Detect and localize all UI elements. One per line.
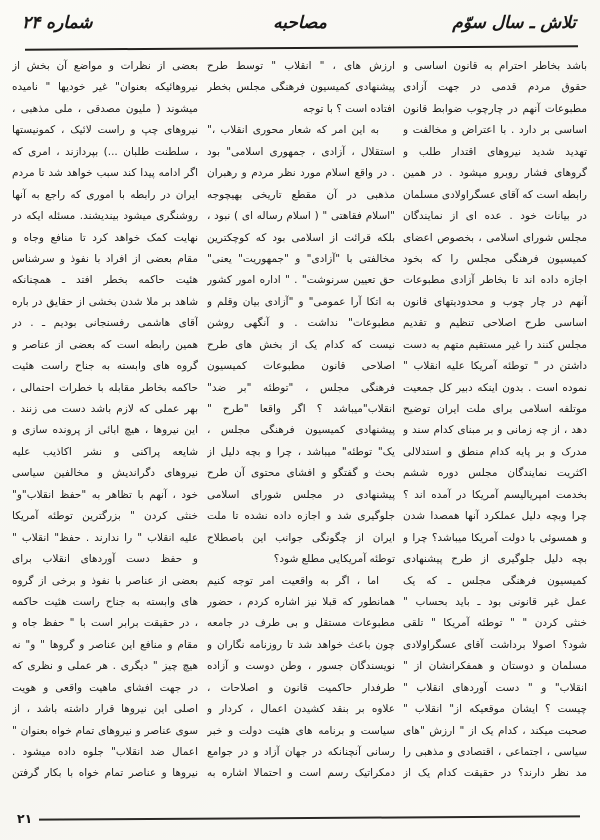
text-line: به اتکا آرا عمومی" و "آزادی بیان وقلم و: [207, 295, 395, 308]
text-line: مطبوعات آنهم در چارچوب ضوابط قانون: [403, 102, 587, 115]
text-line: ایران از چگونگی جوانب این باصطلاح: [207, 531, 395, 544]
text-line: کمیسیون فرهنگی مجلس ـ که یک: [403, 574, 587, 587]
text-line: حقوق مردم قدمی در جهت آزادی: [403, 81, 587, 94]
text-line: نیروها و عناصر تمام خواه با بکار گرفتن: [12, 767, 198, 780]
text-line: نویسندگان جسور ، وطن دوست و آزاده: [207, 660, 395, 673]
text-line: یک" توطئه" میباشد ، چرا و بچه دلیل از: [207, 445, 395, 458]
text-line: گروه های وابسته به جناح راست هئیت: [12, 360, 198, 373]
text-line: در بیانات خود . عده ای از نمایندگان: [403, 210, 587, 223]
text-line: گروهای فشار روبرو میشود . در همین: [403, 167, 587, 180]
article-column-left: [12, 56, 198, 788]
text-line: انقلاب"میباشد ؟ اگر واقعا "طرح ": [207, 403, 395, 415]
text-line: مجلس کنند را غیر مستقیم متهم به دست: [403, 338, 587, 351]
text-line: رسانی آنچنانکه در جهان آزاد و در جوامع: [207, 746, 395, 758]
text-line: پیشنهادی کمیسیون فرهنگی مجلس ،: [207, 424, 395, 437]
text-line: اعمال ضد انقلاب" جلوه داده میشود .: [12, 746, 198, 758]
text-line: به این امر که شعار محوری انقلاب ،": [207, 124, 379, 137]
text-line: اصلی این نیروها قرار داشته باشد ، از: [12, 703, 198, 716]
text-line: نموده است . بدون اینکه دبیر کل جمعیت: [403, 381, 587, 394]
text-line: بعضی از نظرات و مواضع آن بخش از: [12, 60, 198, 72]
text-line: خود ، آنهم با تظاهر به "حفظ انقلاب"و": [12, 488, 198, 501]
text-line: مطبوعات مستقل و بی طرف در جامعه: [207, 617, 395, 630]
text-line: اگر ادامه پیدا کند سبب خواهد شد تا مردم: [12, 167, 198, 180]
text-line: و حفظ دست آوردهای انقلاب برای: [12, 553, 198, 566]
text-line: علاوه بر بنقد کشیدن اعمال ، کردار و: [207, 703, 395, 716]
text-line: پیشنهادی در مجلس شورای اسلامی: [207, 488, 395, 501]
text-line: مد نظر دارند؟ در حقیقت کدام یک از: [403, 767, 587, 780]
text-line: چیست ؟ ایشان موقعیکه از" انقلاب ": [403, 703, 587, 716]
text-line: نیروهای دگراندیش و مخالفین سیاسی: [12, 467, 198, 480]
text-line: مطبوعات" نداشت . و آنگهی روشن: [207, 317, 395, 330]
text-line: رابطه است که آقای عسگراولادی مسلمان: [403, 188, 587, 201]
text-line: داشتن در " توطئه آمریکا علیه انقلاب ": [403, 360, 587, 373]
text-line: حق تعیین سرنوشت" . " اداره امور کشور: [207, 274, 395, 287]
header-section-title: مصاحبه: [273, 13, 327, 33]
text-line: روشنگری میشود بیندیشند. مسئله ایکه در: [12, 210, 198, 223]
text-line: آنهم در چار چوب و محدودیتهای قانون: [403, 295, 587, 308]
text-line: چون باعث خواهد شد تا روزنامه نگاران و: [207, 638, 395, 651]
text-line: پیشنهادی کمیسیون فرهنگی مجلس بخطر: [207, 81, 395, 94]
text-line: اما ، اگر به واقعیت امر توجه کنیم: [207, 574, 379, 587]
text-line: شاهد بر ملا شدن بخشی از حقایق در باره: [12, 295, 198, 308]
text-line: نیروهای چپ و راست لائیک ، کمونیستها: [12, 124, 198, 137]
text-line: مذهبی در آن مقطع تاریخی بهیچوجه: [207, 188, 395, 201]
text-line: نیروهائیکه بعنوان" غیر خودیها " نامیده: [12, 81, 198, 94]
text-line: . در واقع اسلام مورد نظر مردم و رهبران: [207, 167, 395, 180]
text-line: همانطور که قبلا نیز اشاره کردم ، حضور: [207, 595, 395, 608]
text-line: هیچ چیز " دیگری . هر عملی و نظری که: [12, 660, 198, 673]
text-line: استقلال ، آزادی ، جمهوری اسلامی" بود: [207, 145, 395, 158]
text-line: و همسوئی با دولت آمریکا میباشد؟ چرا و: [403, 531, 587, 544]
text-line: آقای هاشمی رفسنجانی بودیم ـ . در: [12, 317, 198, 330]
text-line: نیست که کدام یک از بخش های طرح: [207, 338, 395, 351]
text-line: شایعه پراکنی و نشر اکاذیب علیه: [12, 445, 198, 458]
text-line: چرا وبچه دلیل عملکرد آنها همصدا شدن: [403, 510, 587, 523]
text-line: سوی عناصر و نیروهای تمام خواه بعنوان ": [12, 724, 198, 737]
header-publication-title: تلاش ـ سال سوّم: [452, 13, 576, 33]
text-line: "اسلام فقاهتی " ( اسلام رساله ای ) نبود ،: [207, 210, 395, 223]
text-line: تهدید شدید نیروهای اقتدار طلب و: [403, 145, 587, 158]
text-line: حاکمه بخاطر مقابله با خطرات احتمالی ،: [12, 381, 198, 394]
text-line: بچه دلیل جلوگیری از طرح پیشنهادی: [403, 553, 587, 566]
text-line: های وابسته به جناح راست هئیت حاکمه: [12, 595, 198, 608]
text-line: بعضی از عناصر با نفوذ و برخی از گروه: [12, 574, 198, 587]
footer-rule: [39, 816, 580, 821]
article-column-middle: [207, 56, 395, 788]
text-line: کمیسیون فرهنگی مجلس را که بخود: [403, 252, 587, 265]
text-line: دمکراتیک رسم است و احتمالا اشاره به: [207, 767, 395, 780]
text-line: این نیروها ، هیچ ابائی از پرونده سازی و: [12, 424, 198, 437]
text-line: ارزش های ، " انقلاب " توسط طرح: [207, 60, 395, 72]
text-line: اساسی طرح اصلاحی تنظیم و تقدیم: [403, 317, 587, 330]
text-line: اصلاحی قانون مطبوعات کمیسیون: [207, 360, 395, 373]
text-line: طرفدار حاکمیت قانون و اصلاحات ،: [207, 681, 395, 694]
text-line: اکثریت نمایندگان مجلس دوره ششم: [403, 467, 587, 480]
text-line: دهد ، از چه زمانی و بر مبنای کدام سند و: [403, 424, 587, 437]
text-line: میشوند ( ملیون مصدقی ، ملی مذهبی ،: [12, 102, 198, 115]
text-line: مسلمان و دوستان و همفکرانشان از ": [403, 660, 587, 673]
text-line: عمل غیر قانونی بود ـ باید بحساب ": [403, 595, 587, 608]
text-line: علیه انقلاب " را ندارند . حفظ" انقلاب ": [12, 531, 198, 544]
text-line: انقلاب" و " دست آوردهای انقلاب ": [403, 681, 587, 694]
text-line: بخدمت امپریالیسم آمریکا در آمده اند ؟: [403, 488, 587, 501]
text-line: صحبت میکند ، کدام یک از " ارزش "های: [403, 724, 587, 737]
article-column-right: [403, 56, 587, 788]
text-line: اساسی بر دارد . با اعتراض و مخالفت و: [403, 124, 587, 137]
text-line: موتلفه اسلامی برای ملت ایران توضیح: [403, 403, 587, 415]
text-line: در جهت افشای ماهیت واقعی و هویت: [12, 681, 198, 694]
text-line: بلکه قرائت از اسلامی بود که کوچکترین: [207, 231, 395, 244]
text-line: خنثی کردن " بزرگترین توطئه آمریکا: [12, 510, 198, 523]
text-line: مخالفتی با "آزادی" و "جمهوریت" یعنی": [207, 252, 395, 265]
text-line: توطئه آمریکایی مطلع شود؟: [273, 553, 395, 566]
page-number: ۲۱: [17, 811, 33, 826]
text-line: نهایت کمک خواهد کرد تا منافع وجاه و: [12, 231, 198, 244]
text-line: جلوگیری شد و اجازه داده نشده تا ملت: [207, 510, 395, 523]
header-rule: [25, 45, 578, 50]
text-line: ایران در رابطه با اموری که راجع به آنها: [12, 188, 198, 201]
text-line: مدرک و بر پایه کدام منطق و استدلالی: [403, 445, 587, 458]
text-line: شود؟ اصولا برداشت آقای عسگراولادی: [403, 638, 587, 651]
header-issue-number: شماره ۲۴: [22, 13, 93, 33]
text-line: خنثی کردن " " توطئه آمریکا " تلقی: [403, 617, 587, 630]
text-line: باشد بخاطر احترام به قانون اساسی و: [403, 60, 587, 72]
text-line: مجلس شورای اسلامی ، بخصوص اعضای: [403, 231, 587, 244]
text-line: هئیت حاکمه بخطر افتد ـ همچنانکه: [12, 274, 198, 287]
text-line: فرهنگی مجلس ، "توطئه "بر ضد": [207, 381, 395, 394]
text-line: افتاده است ؟ با توجه: [302, 102, 395, 115]
text-line: اجازه داده اند تا بخاطر آزادی مطبوعات: [403, 274, 587, 287]
text-line: بهر عملی که لازم باشد دست می زنند .: [12, 403, 198, 415]
text-line: بحث و گفتگو و افشای محتوی آن طرح: [207, 467, 395, 480]
text-line: مقام بعضی از افراد با نفوذ و سرشناس: [12, 252, 198, 265]
text-line: مقام و منافع این عناصر و گروها " و" نه: [12, 638, 198, 651]
text-line: همین رابطه است که بعضی از عناصر و: [12, 338, 198, 351]
text-line: ، سلطنت طلبان ...) بپردازند ، امری که: [12, 145, 198, 158]
text-line: ، در حقیقت برابر است با " حفظ جاه و: [12, 617, 198, 630]
text-line: سیاسی ، اجتماعی ، اقتصادی و مذهبی را: [403, 746, 587, 758]
text-line: سیاست و برنامه های هئیت دولت و خبر: [207, 724, 395, 737]
